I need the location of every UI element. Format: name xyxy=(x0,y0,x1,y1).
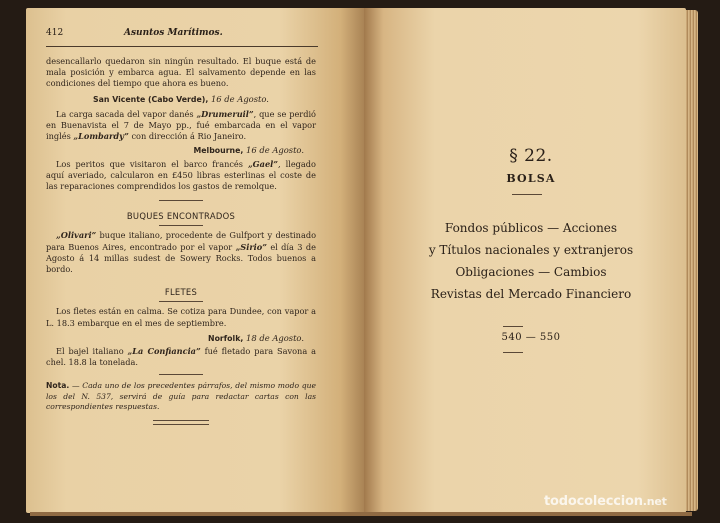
dateline-date: 16 de Agosto. xyxy=(210,93,269,104)
ship-name: „Drumeruil” xyxy=(196,108,254,119)
watermark xyxy=(544,494,667,509)
page-edges xyxy=(686,10,698,511)
paragraph-text: fué fletado para Savona a chel. 18.8 la tonelada. xyxy=(46,346,316,368)
note-text: — Cada uno de los precedentes párrafos, del mismo modo que los del N. 537, servirá de guía para redactar cartas con las correspondientes respuestas. xyxy=(46,381,316,411)
title-rule xyxy=(512,194,542,195)
paragraph xyxy=(46,346,316,368)
section-heading: FLETES xyxy=(164,287,198,298)
range-rule xyxy=(503,326,523,327)
paragraph xyxy=(46,230,316,275)
dateline-place: San Vicente (Cabo Verde), xyxy=(93,94,209,104)
contents-block xyxy=(384,217,678,305)
bottom-edge xyxy=(30,512,692,516)
running-title: Asuntos Marítimos. xyxy=(124,28,223,38)
contents-line: Obligaciones — Cambios xyxy=(455,265,607,279)
end-rule xyxy=(153,420,209,425)
section-title: BOLSA xyxy=(506,172,556,185)
paragraph-text: con dirección á Rio Janeiro. xyxy=(128,131,247,142)
ship-name: „Sirio” xyxy=(235,241,267,252)
section-heading: BUQUES ENCONTRADOS xyxy=(126,211,236,222)
ship-name: „Lombardy” xyxy=(73,131,129,142)
heading-rule xyxy=(159,225,203,226)
watermark-tld: .net xyxy=(642,495,667,508)
ship-name: „Olivari” xyxy=(56,230,97,241)
range-rule xyxy=(503,352,523,353)
page-range: 540 — 550 xyxy=(501,332,561,343)
paragraph-text: , que se perdió en Buenavista el 7 de Mayo pp., fué embarcada en el vapor inglés xyxy=(46,108,316,142)
running-header xyxy=(46,28,316,42)
paragraph: desencallarlo quedaron sin ningún resultado. El buque está de mala posición y embarca agua. El salvamento depende en las condiciones del tiempo que ahora es bueno. xyxy=(46,56,316,89)
paragraph xyxy=(46,159,316,193)
paragraph: Los fletes están en calma. Se cotiza para Dundee, con vapor a L. 18.3 embarque en el mes de septiembre. xyxy=(46,306,316,328)
section-divider xyxy=(159,374,203,375)
heading-rule xyxy=(159,301,203,302)
watermark-name: todocoleccion xyxy=(544,494,643,509)
section-number: § 22. xyxy=(509,146,553,166)
paragraph-text: , llegado aquí averiado, calcularon en £450 libras esterlinas el coste de las reparaciones comprendidos los gastos de remolque. xyxy=(46,158,316,192)
contents-line: y Títulos nacionales y extranjeros xyxy=(428,243,634,257)
paragraph xyxy=(46,109,316,143)
left-page-body xyxy=(46,56,316,425)
dateline xyxy=(46,333,316,344)
paragraph-text: Los peritos que visitaron el barco francés xyxy=(56,158,248,169)
ship-name: „La Confiancia” xyxy=(127,346,201,357)
contents-line: Fondos públicos — Acciones xyxy=(444,221,618,235)
contents-line: Revistas del Mercado Financiero xyxy=(430,287,632,301)
paragraph-text: El bajel italiano xyxy=(56,346,128,357)
page-number: 412 xyxy=(46,28,64,38)
paragraph-text: La carga sacada del vapor danés xyxy=(56,108,197,119)
note xyxy=(46,381,316,412)
section-divider xyxy=(159,200,203,201)
paragraph-text: el día 3 de Agosto á 14 millas sudest de Sowery Rocks. Todos buenos a bordo. xyxy=(46,241,316,275)
note-label: Nota. xyxy=(46,381,70,391)
dateline-place: Melbourne, xyxy=(193,146,244,156)
dateline-date: 18 de Agosto. xyxy=(246,332,304,343)
dateline xyxy=(46,145,316,156)
dateline-place: Norfolk, xyxy=(208,333,244,343)
dateline xyxy=(46,94,316,105)
header-rule xyxy=(46,46,318,47)
dateline-date: 16 de Agosto. xyxy=(246,145,304,156)
ship-name: „Gael” xyxy=(247,158,279,169)
paragraph-text: buque italiano, procedente de Gulfport y destinado para Buenos Aires, encontrado por el vapor xyxy=(46,230,316,252)
